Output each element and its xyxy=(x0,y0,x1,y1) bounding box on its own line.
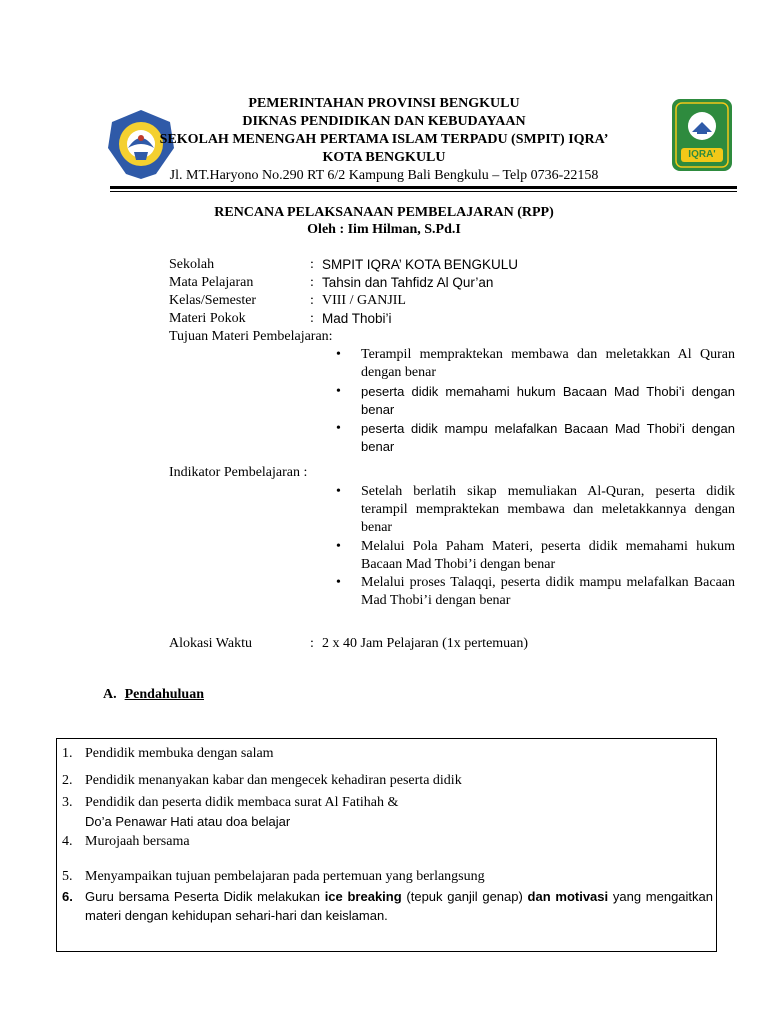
meta-value-kelas: VIII / GANJIL xyxy=(322,293,406,308)
step-number: 6. xyxy=(62,889,73,904)
header-rule-thin xyxy=(110,191,737,192)
step-number: 3. xyxy=(62,795,73,810)
step-text: Pendidik membuka dengan salam xyxy=(85,746,274,761)
meta-colon: : xyxy=(310,275,314,290)
meta-colon: : xyxy=(310,293,314,308)
alokasi-value: 2 x 40 Jam Pelajaran (1x pertemuan) xyxy=(322,636,529,651)
header-line-3: SEKOLAH MENENGAH PERTAMA ISLAM TERPADU (SMPIT) IQRA’ xyxy=(159,132,609,147)
logo-text: IQRA' xyxy=(688,149,716,160)
meta-label-kelas: Kelas/Semester xyxy=(169,293,257,308)
step-text-part: Guru bersama Peserta Didik melakukan xyxy=(85,889,325,904)
step-text: Menyampaikan tujuan pembelajaran pada pertemuan yang berlangsung xyxy=(85,869,485,884)
meta-value-sekolah: SMPIT IQRA’ KOTA BENGKULU xyxy=(322,257,519,272)
indikator-label: Indikator Pembelajaran : xyxy=(169,465,308,480)
meta-value-mapel: Tahsin dan Tahfidz Al Qur’an xyxy=(322,275,494,290)
header-line-1: PEMERINTAHAN PROVINSI BENGKULU xyxy=(248,96,520,111)
bullet: • xyxy=(336,347,341,362)
indikator-item: Setelah berlatih sikap memuliakan Al-Quran, peserta didik terampil mempraktekan membawa dan meletakkannya dengan benar xyxy=(361,484,735,535)
bullet: • xyxy=(336,575,341,590)
section-heading xyxy=(103,687,204,703)
header-line-2: DIKNAS PENDIDIKAN DAN KEBUDAYAAN xyxy=(242,114,526,129)
step-text: Pendidik dan peserta didik membaca surat Al Fatihah & xyxy=(85,795,399,810)
tujuan-item: Terampil mempraktekan membawa dan meletakkan Al Quran dengan benar xyxy=(361,347,735,380)
tujuan-item: peserta didik mampu melafalkan Bacaan Mad Thobi’i dengan benar xyxy=(361,421,735,454)
meta-colon: : xyxy=(310,257,314,272)
doc-title: RENCANA PELAKSANAAN PEMBELAJARAN (RPP) xyxy=(214,205,554,220)
meta-colon: : xyxy=(310,311,314,326)
header-rule-thick xyxy=(110,186,737,189)
meta-value-materi: Mad Thobi’i xyxy=(322,311,392,326)
bullet: • xyxy=(336,384,341,399)
meta-colon: : xyxy=(310,636,314,651)
bullet: • xyxy=(336,539,341,554)
bullet: • xyxy=(336,421,341,436)
indikator-item: Melalui Pola Paham Materi, peserta didik memahami hukum Bacaan Mad Thobi’i dengan benar xyxy=(361,539,735,572)
tujuan-item: peserta didik memahami hukum Bacaan Mad Thobi’i dengan benar xyxy=(361,384,735,417)
section-letter: A. xyxy=(103,687,117,702)
meta-label-mapel: Mata Pelajaran xyxy=(169,275,254,290)
step-text-part: (tepuk ganjil genap) xyxy=(401,889,528,904)
step-number: 2. xyxy=(62,773,73,788)
meta-label-sekolah: Sekolah xyxy=(169,257,215,272)
step-text-cont: Do’a Penawar Hati atau doa belajar xyxy=(85,814,291,829)
step-text xyxy=(85,887,713,925)
step-number: 5. xyxy=(62,869,73,884)
meta-label-materi: Materi Pokok xyxy=(169,311,246,326)
doc-author: Oleh : Iim Hilman, S.Pd.I xyxy=(307,222,461,237)
step-text-bold: dan motivasi xyxy=(527,889,609,904)
step-number: 1. xyxy=(62,746,73,761)
header-address: Jl. MT.Haryono No.290 RT 6/2 Kampung Bali Bengkulu – Telp 0736-22158 xyxy=(169,168,599,183)
step-text-part: yang mengaitkan materi dengan kehidupan sehari-hari dan keislaman. xyxy=(85,889,713,923)
alokasi-label: Alokasi Waktu xyxy=(169,636,252,651)
bullet: • xyxy=(336,484,341,499)
step-number: 4. xyxy=(62,834,73,849)
step-text: Murojaah bersama xyxy=(85,834,190,849)
indikator-item: Melalui proses Talaqqi, peserta didik mampu melafalkan Bacaan Mad Thobi’i dengan benar xyxy=(361,575,735,608)
tujuan-label: Tujuan Materi Pembelajaran: xyxy=(169,329,333,344)
step-text-bold: ice breaking xyxy=(324,889,402,904)
section-title: Pendahuluan xyxy=(124,687,204,702)
step-text: Pendidik menanyakan kabar dan mengecek kehadiran peserta didik xyxy=(85,773,462,788)
header-line-4: KOTA BENGKULU xyxy=(322,150,446,165)
